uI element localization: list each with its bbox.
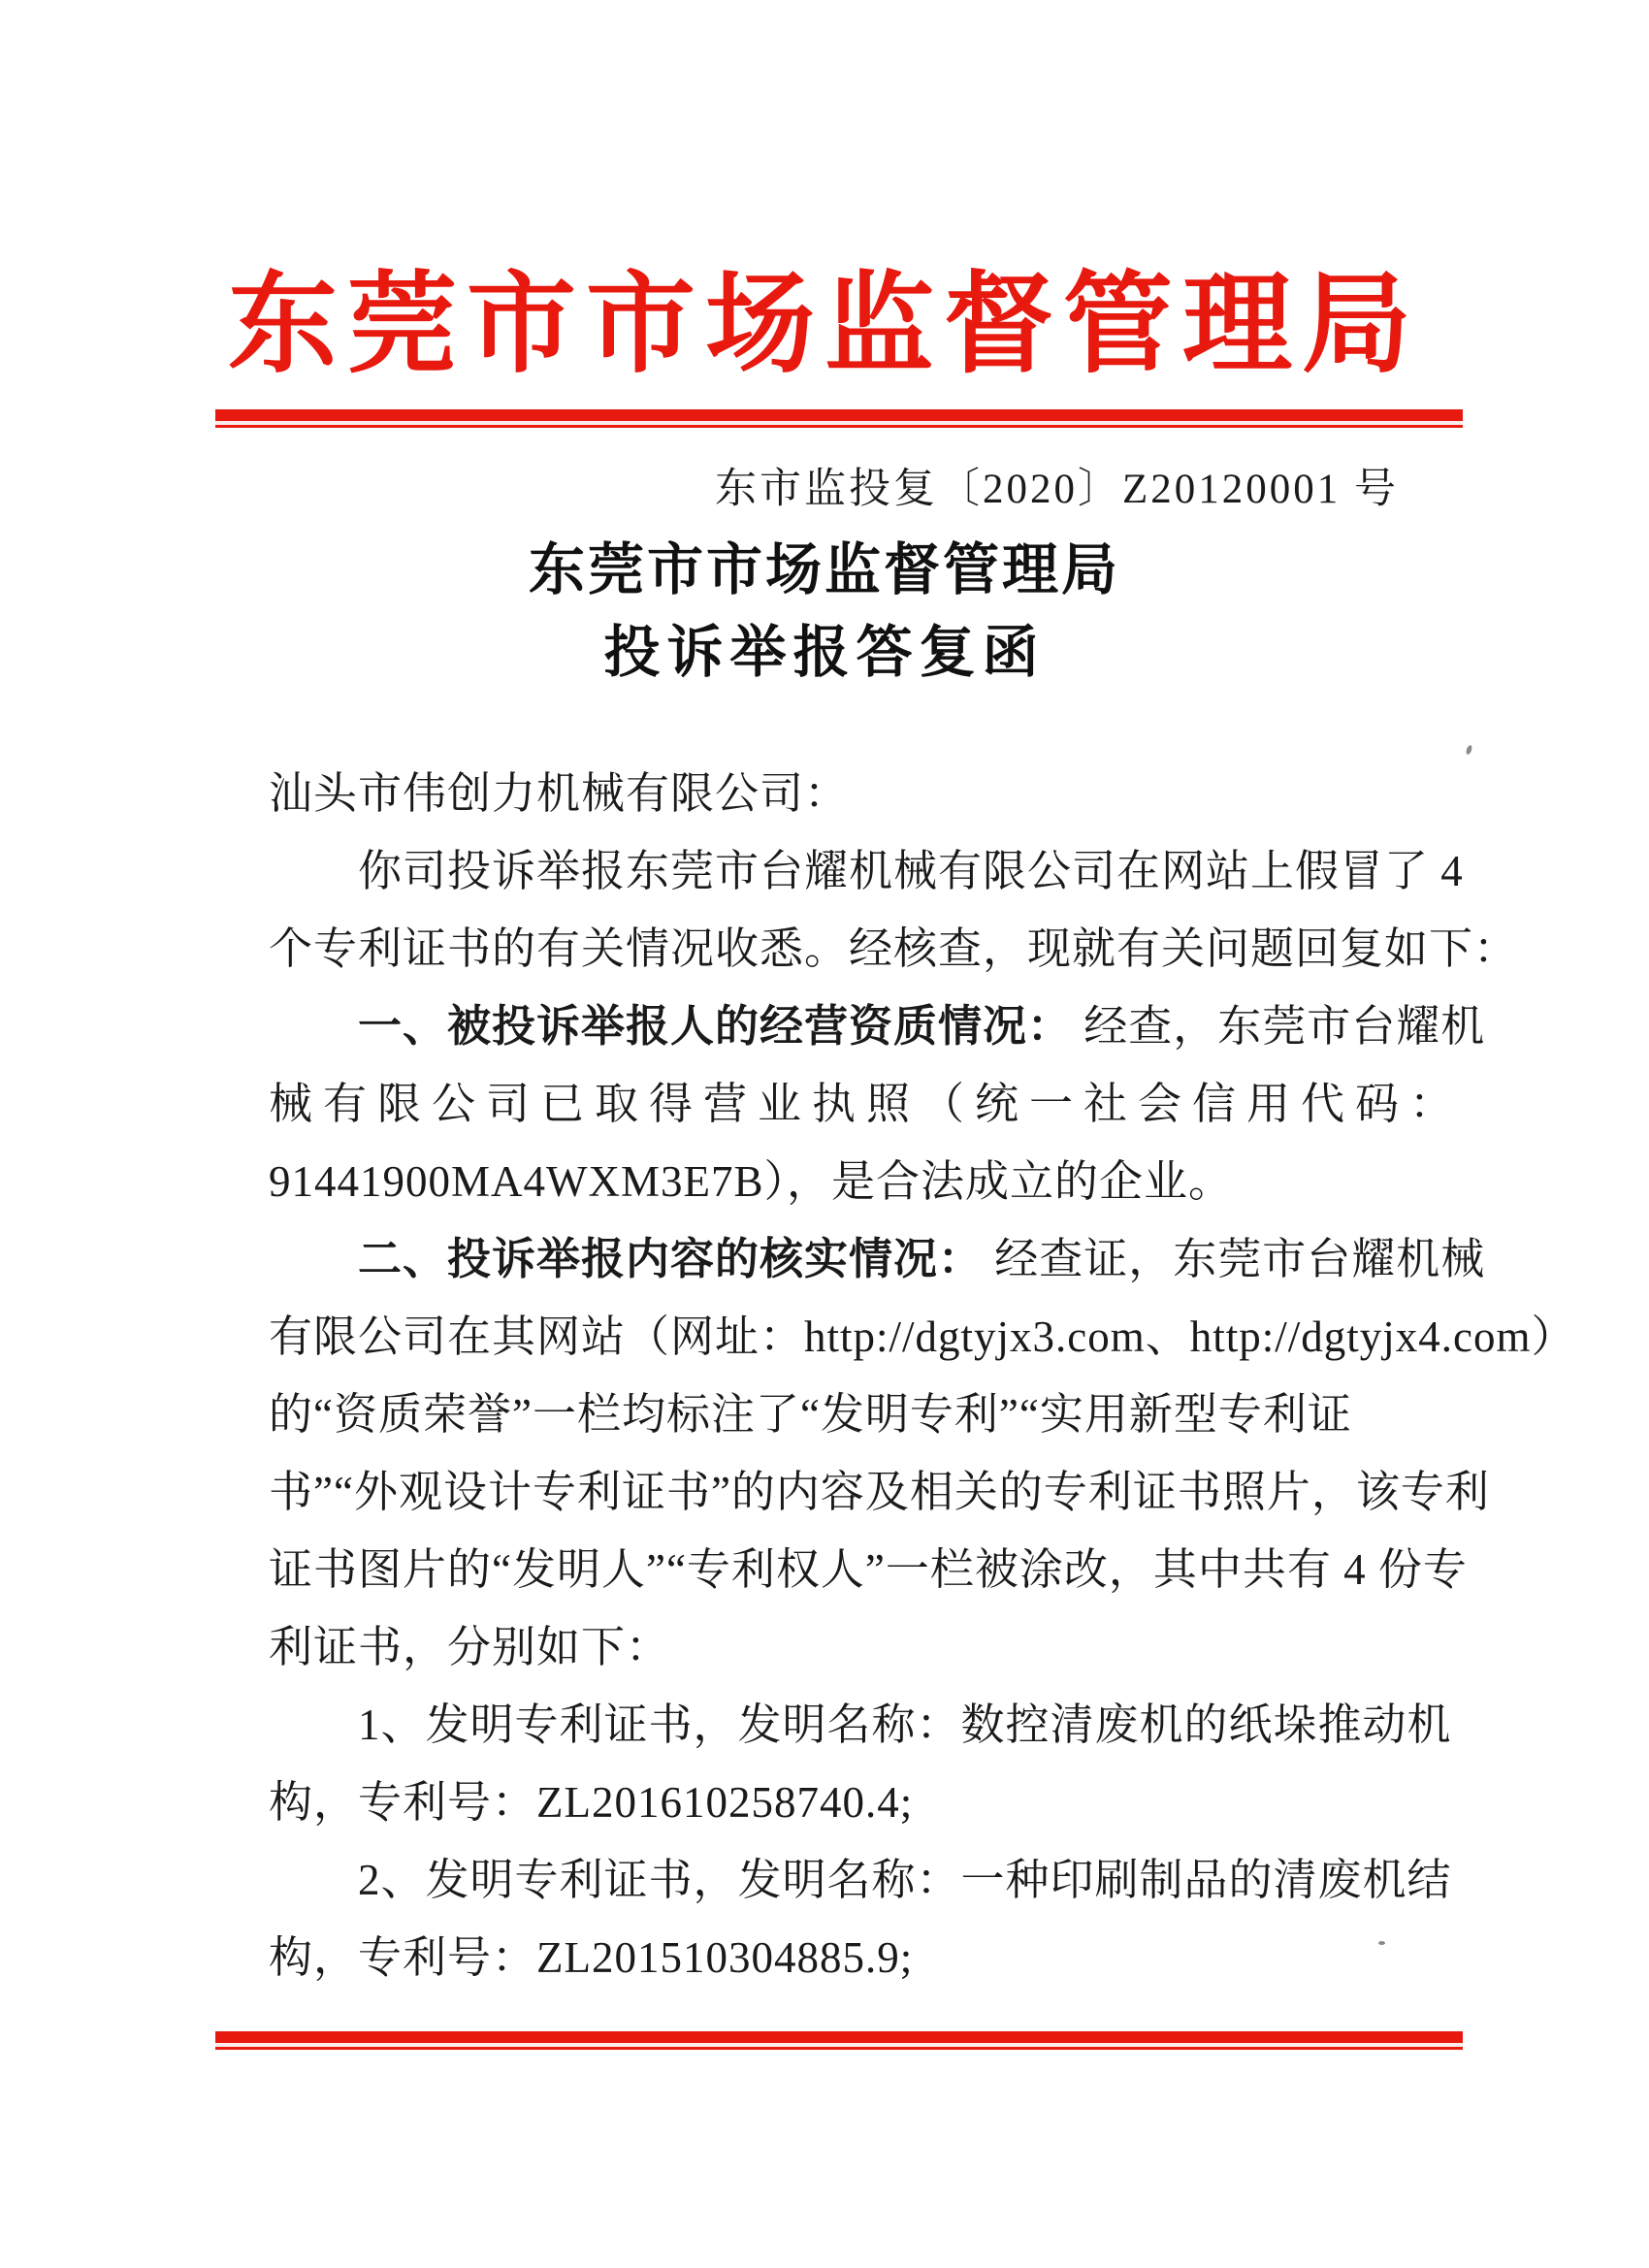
body-line (269, 1919, 1404, 1996)
body-text-run: 利证书，分别如下： (269, 1623, 671, 1671)
body-text-run: 汕头市伟创力机械有限公司： (269, 769, 850, 818)
scan-speck (1465, 744, 1472, 755)
body-text-run: 你司投诉举报东莞市台耀机械有限公司在网站上假冒了 4 (358, 847, 1464, 895)
body-line (269, 755, 1404, 832)
body-text-run: 2、发明专利证书，发明名称：一种印刷制品的清废机结 (358, 1856, 1452, 1904)
letterhead-divider-thin-line (215, 425, 1463, 428)
body-line (269, 1453, 1490, 1531)
document-title (0, 529, 1649, 694)
body-text-run: 证书图片的“发明人”“专利权人”一栏被涂改，其中共有 4 份专 (269, 1545, 1468, 1594)
body-line (269, 1143, 1404, 1220)
body-text-run: 经查证，东莞市台耀机械 (983, 1235, 1486, 1283)
document-title-line1: 东莞市市场监督管理局 (528, 538, 1120, 601)
body-line (269, 1220, 1486, 1298)
body-text-run: 1、发明专利证书，发明名称：数控清废机的纸垛推动机 (358, 1701, 1452, 1749)
footer-divider-thick-line (215, 2031, 1463, 2043)
body-line (269, 1376, 1404, 1453)
body-line (269, 1298, 1576, 1376)
body-text-run: 91441900MA4WXM3E7B），是合法成立的企业。 (269, 1157, 1233, 1206)
footer-divider-thin-line (215, 2047, 1463, 2050)
document-number: 东市监投复〔2020〕Z20120001 号 (714, 467, 1399, 512)
body-text-run: 经查，东莞市台耀机 (1072, 1002, 1486, 1051)
body-line (269, 1841, 1452, 1919)
body-lines (269, 755, 1576, 1996)
body-text-run: 构，专利号：ZL201510304885.9; (269, 1933, 914, 1982)
footer-divider (215, 2031, 1463, 2050)
body-text-run: 有限公司在其网站（网址：http://dgtyjx3.com、http://dgtyjx4.com） (269, 1312, 1576, 1361)
body-text-bold-run: 二、投诉举报内容的核实情况： (358, 1234, 984, 1283)
body-text-run: 构，专利号：ZL201610258740.4; (269, 1778, 914, 1827)
letterhead-divider (215, 409, 1463, 428)
letterhead-divider-thick-line (215, 409, 1463, 421)
body-line (269, 1065, 1465, 1143)
body-text-run: 的“资质荣誉”一栏均标注了“发明专利”“实用新型专利证 (269, 1390, 1352, 1439)
document-title-line2: 投诉举报答复函 (603, 621, 1046, 684)
body-line (269, 1764, 1404, 1841)
body-line (269, 910, 1519, 988)
body-line (269, 1608, 1404, 1686)
body-line (269, 832, 1464, 910)
body-line (269, 1531, 1468, 1608)
letterhead-title: 东莞市市场监督管理局 (228, 265, 1421, 386)
body-text-run: 个专利证书的有关情况收悉。经核查，现就有关问题回复如下： (269, 924, 1519, 973)
body-text-run: 械有限公司已取得营业执照（统一社会信用代码： (269, 1080, 1465, 1128)
scan-speck (1378, 1941, 1385, 1945)
body-text-run: 书”“外观设计专利证书”的内容及相关的专利证书照片，该专利 (269, 1468, 1490, 1516)
body-line (269, 1686, 1452, 1764)
body-line (269, 988, 1486, 1065)
body-text-bold-run: 一、被投诉举报人的经营资质情况： (358, 1001, 1073, 1051)
